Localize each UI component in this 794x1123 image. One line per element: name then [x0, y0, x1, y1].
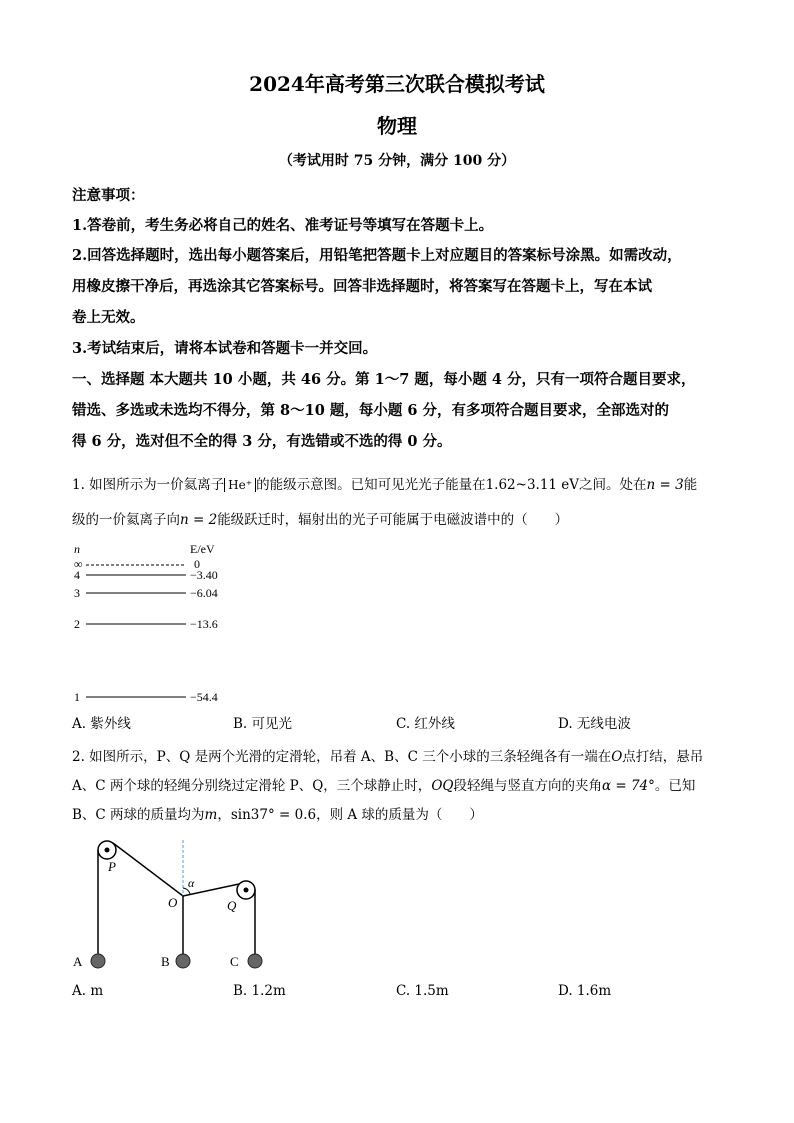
level-e: −6.04 [190, 586, 218, 600]
mass-m: m [204, 807, 218, 823]
energy-range: 1.62~3.11 eV [485, 477, 580, 493]
ball-a [91, 954, 105, 968]
q2-option-d[interactable]: D. 1.6m [558, 983, 612, 999]
section1-line-3: 得 6 分，选对但不全的得 3 分，有选错或不选的得 0 分。 [72, 433, 452, 450]
q1-text: 1. 如图所示为一价氦离子 [72, 477, 225, 493]
q2-text: ，则 A 球的质量为（ ） [316, 807, 483, 823]
label-b: B [161, 954, 170, 969]
axis-n-label: n [74, 542, 80, 556]
n2-symbol: n = 2 [180, 512, 218, 528]
ball-b [176, 954, 190, 968]
q2-text: 2. 如图所示，P、Q 是两个光滑的定滑轮，吊着 A、B、C 三个小球的三条轻绳各有一端在 [72, 749, 612, 765]
q1-option-c[interactable]: C. 红外线 [396, 716, 455, 732]
pulley-q-axle [244, 888, 249, 893]
q2-text: 段轻绳与竖直方向的夹角 [453, 778, 602, 794]
section1-line-1: 一、选择题 本大题共 10 小题，共 46 分。第 1～7 题，每小题 4 分，只有一项符合题目要求， [72, 371, 696, 388]
ion-symbol: He⁺ [224, 478, 256, 492]
exam-title: 2024年高考第三次联合模拟考试 [249, 72, 545, 96]
label-p: P [108, 859, 116, 874]
level-n: ∞ [74, 557, 83, 571]
pulley-p-axle [105, 848, 110, 853]
q2-text: B、C 两球的质量均为 [72, 807, 205, 823]
notes-item-2-line-1: 2.回答选择题时，选出每小题答案后，用铅笔把答题卡上对应题目的答案标号涂黑。如需改动， [72, 247, 682, 264]
level-n: 2 [74, 617, 80, 631]
notes-item-3: 3.考试结束后，请将本试卷和答题卡一并交回。 [72, 340, 378, 357]
notes-heading: 注意事项： [72, 187, 145, 204]
sine-value: sin37° = 0.6 [230, 807, 317, 823]
notes-item-1: 1.答卷前，考生务必将自己的姓名、准考证号等填写在答题卡上。 [72, 217, 494, 234]
level-n: 3 [74, 586, 80, 600]
q2-line-2 [72, 771, 724, 802]
pulley-figure [66, 830, 286, 980]
label-a: A [73, 954, 83, 969]
subject-title: 物理 [377, 114, 417, 138]
q2-text: A、C 两个球的轻绳分别绕过定滑轮 P、Q，三个球静止时， [72, 778, 432, 794]
notes-item-2-line-2: 用橡皮擦干净后，再选涂其它答案标号。回答非选择题时，将答案写在答题卡上，写在本试 [72, 278, 652, 295]
q1-text: 的能级示意图。已知可见光光子能量在 [256, 477, 486, 493]
q2-option-a[interactable]: A. m [72, 983, 104, 999]
label-q: Q [227, 898, 237, 913]
q1-option-a[interactable]: A. 紫外线 [72, 716, 131, 732]
q1-text: 能级跃迁时，辐射出的光子可能属于电磁波谱中的（ ） [217, 512, 569, 528]
energy-level-diagram [66, 538, 266, 710]
level-n: 4 [74, 568, 80, 582]
q1-line-1 [72, 470, 724, 501]
axis-e-label: E/eV [190, 542, 215, 556]
q1-text: 之间。处在 [579, 477, 647, 493]
q1-line-2 [72, 505, 724, 536]
label-alpha: α [188, 876, 195, 890]
q1-option-d[interactable]: D. 无线电波 [558, 716, 631, 732]
q1-text: 级的一价氦离子向 [72, 512, 180, 528]
q2-option-b[interactable]: B. 1.2m [233, 983, 286, 999]
level-e: −54.4 [190, 690, 218, 704]
ball-c [248, 954, 262, 968]
alpha-equation: α = 74° [601, 778, 655, 794]
time-note: （考试用时 75 分钟，满分 100 分） [278, 153, 516, 169]
label-o: O [168, 895, 178, 910]
q2-option-c[interactable]: C. 1.5m [396, 983, 449, 999]
level-e: 0 [194, 557, 200, 571]
rope-po [113, 843, 183, 896]
q2-text: ， [217, 807, 231, 823]
q1-text: 能 [683, 477, 698, 493]
q1-option-b[interactable]: B. 可见光 [233, 716, 293, 732]
notes-item-2-line-3: 卷上无效。 [72, 309, 145, 326]
point-o: O [611, 749, 623, 765]
segment-oq: OQ [431, 778, 454, 794]
q2-text: 。已知 [654, 778, 696, 794]
q2-line-1 [72, 742, 724, 773]
level-e: −3.40 [190, 568, 218, 582]
q2-line-3 [72, 800, 724, 831]
q2-text: 点打结，悬吊 [622, 749, 704, 765]
level-e: −13.6 [190, 617, 218, 631]
level-n: 1 [74, 690, 80, 704]
section1-line-2: 错选、多选或未选均不得分，第 8～10 题，每小题 6 分，有多项符合题目要求，全部选对的 [72, 402, 670, 419]
n3-symbol: n = 3 [646, 477, 684, 493]
label-c: C [230, 954, 239, 969]
